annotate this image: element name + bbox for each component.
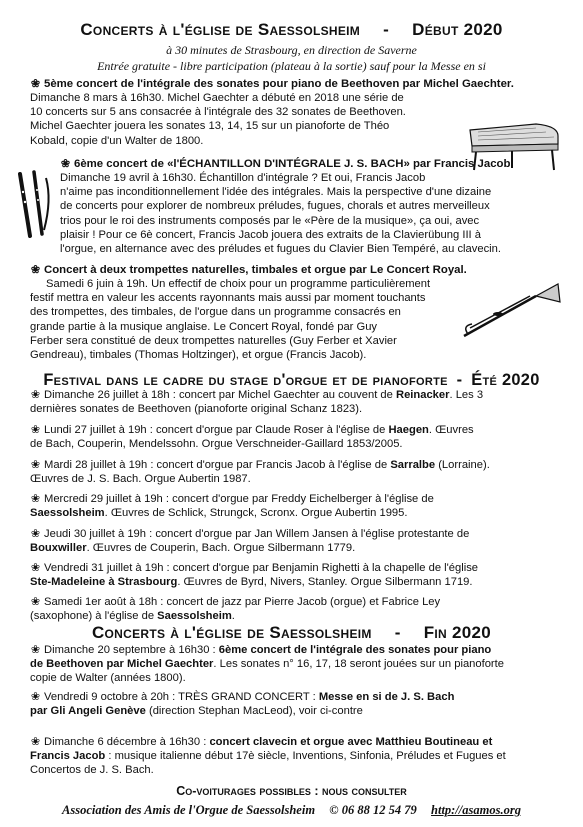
carpool-notice: Co-voiturages possibles : nous consulter (176, 784, 407, 798)
festival-item: ❀ Dimanche 26 juillet à 18h : concert par Michel Gaechter au couvent de Reinacker. Les 3 dernières sonates de Beethoven (pianoforte original Schanz 1823). (30, 389, 484, 416)
section-header-ete: Festival dans le cadre du stage d'orgue et de pianoforte - Été 2020 (43, 371, 540, 389)
section-title: Concerts à l'église de Saessolsheim (80, 20, 361, 39)
concert-2-title: ❀ 6ème concert de «l'ÉCHANTILLON D'INTÉGRALE J. S. BACH» par Francis Jacob. (60, 158, 514, 170)
festival-item: ❀ Lundi 27 juillet à 19h : concert d'orgue par Claude Roser à l'église de Haegen. Œuvres de Bach, Couperin, Mendelssohn. Orgue Verschneider-Gaillard 1853/2005. (30, 424, 474, 451)
festival-item: ❀ Samedi 1er août à 18h : concert de jazz par Pierre Jacob (orgue) et Fabrice Ley (saxophone) à l'église de Saessolsheim. (30, 596, 441, 623)
flower-icon: ❀ (60, 158, 71, 170)
fin-item: ❀ Dimanche 20 septembre à 16h30 : 6ème concert de l'intégrale des sonates pour piano de Beethoven par Michel Gaechter. Les sonates n° 16, 17, 18 seront jouées sur un pianoforte copie de Walter (années 1800). (30, 644, 504, 685)
trumpet-icon (458, 282, 562, 342)
fin-item: ❀ Dimanche 6 décembre à 16h30 : concert clavecin et orgue avec Matthieu Boutineau et Francis Jacob : musique italienne début 17è siècle, Inventions, Sinfonia, Préludes et Fugues et Concertos de J. S. Bach. (30, 736, 506, 777)
flower-icon: ❀ (30, 389, 41, 401)
section-title: Concerts à l'église de Saessolsheim (91, 623, 372, 642)
festival-item: ❀ Jeudi 30 juillet à 19h : concert d'orgue par Jan Willem Jansen à l'église protestante de Bouxwiller. Œuvres de Couperin, Bach. Orgue Silbermann 1779. (30, 528, 470, 555)
flower-icon: ❀ (30, 691, 41, 703)
flower-icon: ❀ (30, 264, 41, 276)
section-period: Été 2020 (471, 371, 540, 389)
concert-1-title: ❀ 5ème concert de l'intégrale des sonates pour piano de Beethoven par Michel Gaechter. (30, 78, 514, 90)
concert-3-title: ❀ Concert à deux trompettes naturelles, timbales et orgue par Le Concert Royal. (30, 264, 467, 276)
flower-icon: ❀ (30, 596, 41, 608)
concert-3-text: Samedi 6 juin à 19h. Un effectif de choix pour un programme particulièrement festif mettra en valeur les accents rayonnants mais aussi par moment touchants des trompettes, des timbales, de l'orgue dans un programme consacrés en grande partie à la musique anglaise. Le Concert Royal, fondé par Guy Ferber sera constitué de deux trompettes naturelles (Guy Ferber et Xavier Gendreau), timbales (Thomas Holtzinger), et orgue (Francis Jacob). (30, 278, 431, 362)
flower-icon: ❀ (30, 562, 41, 574)
festival-item: ❀ Mercredi 29 juillet à 19h : concert d'orgue par Freddy Eichelberger à l'église de Saessolsheim. Œuvres de Schlick, Strungck, Scronx. Orgue Aubertin 1995. (30, 493, 434, 520)
flower-icon: ❀ (30, 644, 41, 656)
website-link[interactable]: http://asamos.org (431, 803, 521, 817)
flower-icon: ❀ (30, 424, 41, 436)
flower-icon: ❀ (30, 736, 41, 748)
section-title: Festival dans le cadre du stage d'orgue et de pianoforte (43, 371, 448, 389)
footer (0, 803, 583, 818)
fin-item: ❀ Vendredi 9 octobre à 20h : TRÈS GRAND CONCERT : Messe en si de J. S. Bach par Gli Angeli Genève (direction Stephan MacLeod), voir ci-contre (30, 691, 455, 718)
flower-icon: ❀ (30, 528, 41, 540)
flower-icon: ❀ (30, 78, 41, 90)
festival-item: ❀ Vendredi 31 juillet à 19h : concert d'orgue par Benjamin Righetti à la chapelle de l'église Ste-Madeleine à Strasbourg. Œuvres de Byrd, Nivers, Stanley. Orgue Silbermann 1719. (30, 562, 479, 589)
flower-icon: ❀ (30, 493, 41, 505)
festival-item: ❀ Mardi 28 juillet à 19h : concert d'orgue par Francis Jacob à l'église de Sarralbe (Lorraine). Œuvres de J. S. Bach. Orgue Aubertin 1987. (30, 459, 490, 486)
section-header-debut: Concerts à l'église de Saessolsheim - Début 2020 (80, 20, 503, 39)
subline-location: à 30 minutes de Strasbourg, en direction de Saverne (166, 43, 417, 57)
section-period: Fin 2020 (423, 623, 492, 642)
flower-icon: ❀ (30, 459, 41, 471)
association-name: Association des Amis de l'Orgue de Saessolsheim (62, 803, 316, 817)
flutes-icon (12, 170, 56, 240)
concert-1-text: Dimanche 8 mars à 16h30. Michel Gaechter a débuté en 2018 une série de 10 concerts sur 5 ans consacrée à l'intégrale des 32 sonates de Beethoven. Michel Gaechter jouera les sonates 13, 14, 15 sur un pianoforte de Théo Kobald, copie d'un Walter de 1800. (30, 92, 406, 147)
phone-number: © 06 88 12 54 79 (329, 803, 417, 817)
section-header-fin: Concerts à l'église de Saessolsheim - Fin 2020 (91, 623, 492, 642)
concert-2-text: Dimanche 19 avril à 16h30. Échantillon d'intégrale ? Et oui, Francis Jacob n'aime pas inconditionnellement l'idée des intégrales. Mais la perspective d'une dizaine de concerts pour explorer de nombreux préludes, fugues, chorals et autres merveilleux trios pour le roi des instruments composés par le «Père de la musique», ça oui, avec plaisir ! Pour ce 6è concert, Francis Jacob jouera des extraits de la Clavierübung III à l'orgue, en alternance avec des préludes et fugues du Clavier Bien Tempéré, au clavecin. (60, 172, 501, 256)
subline-entry: Entrée gratuite - libre participation (plateau à la sortie) sauf pour la Messe en si (97, 59, 486, 73)
section-period: Début 2020 (412, 20, 503, 39)
